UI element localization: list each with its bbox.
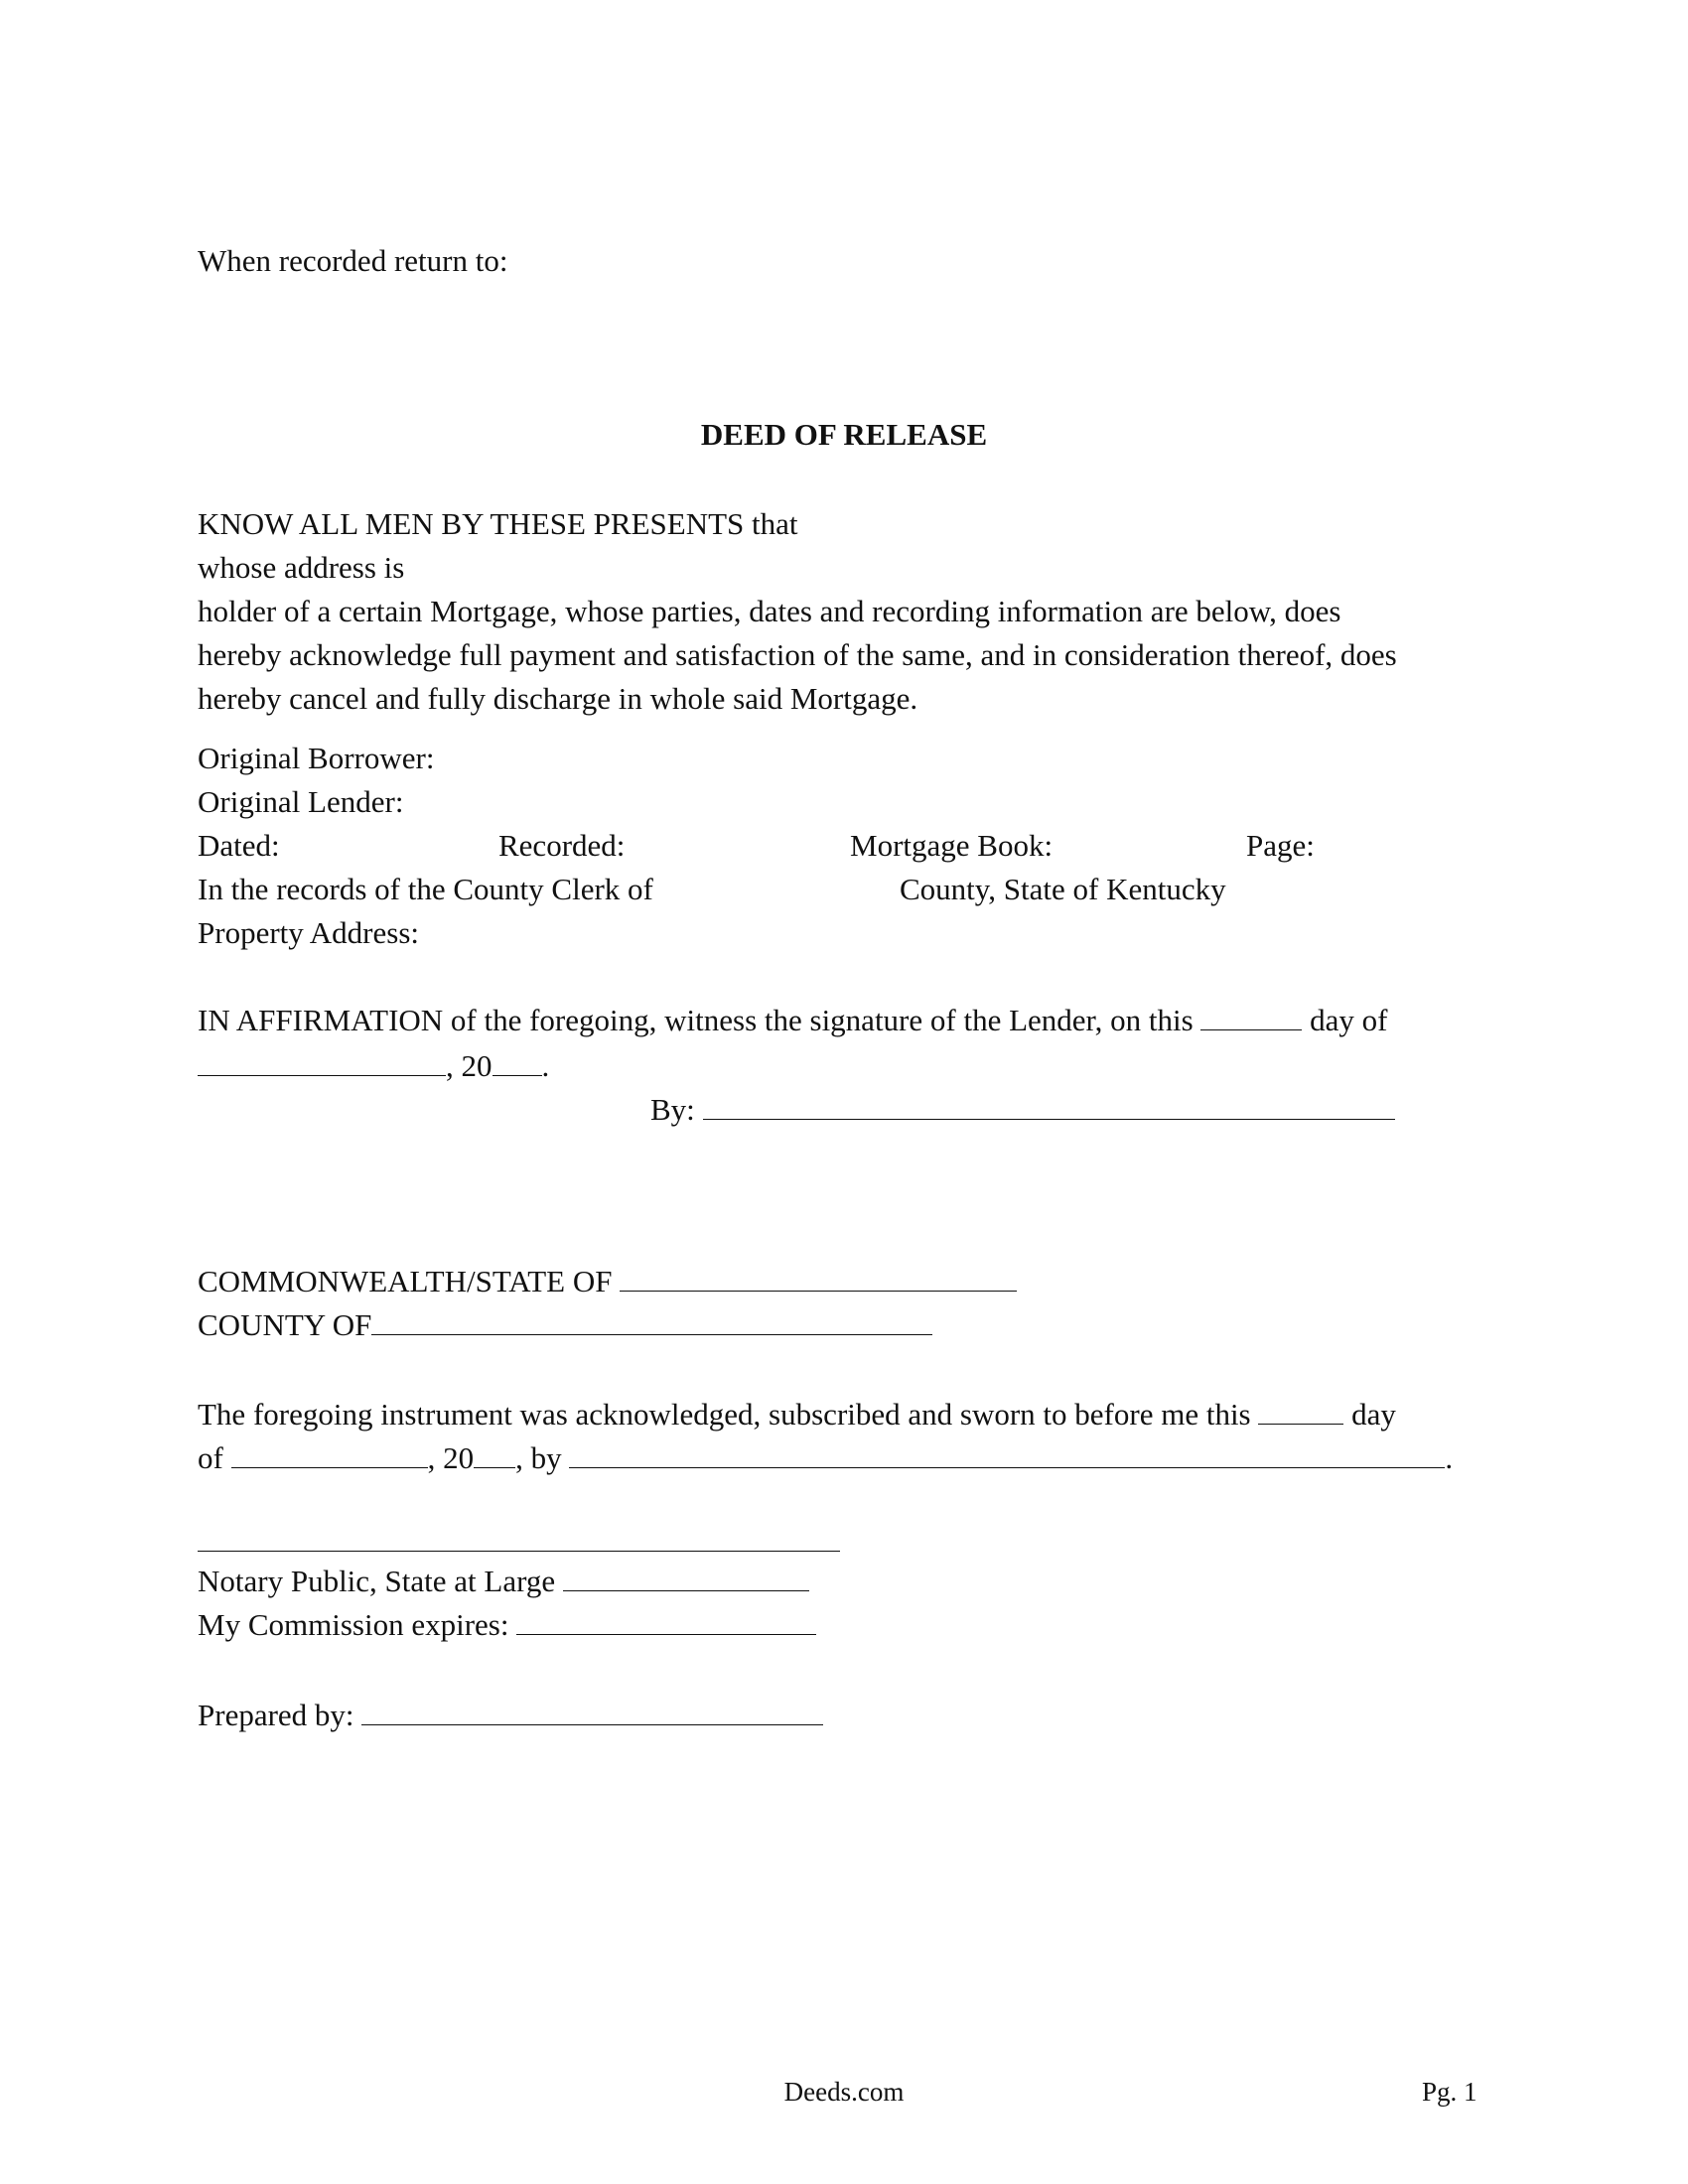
acknowledgment-day: day bbox=[1351, 1397, 1396, 1432]
footer-page-number: Pg. 1 bbox=[1422, 2077, 1477, 2107]
state-field[interactable] bbox=[620, 1290, 1017, 1292]
intro-line-1: KNOW ALL MEN BY THESE PRESENTS that bbox=[198, 506, 798, 541]
affirmation-line-1 bbox=[198, 1005, 1388, 1035]
county-label: COUNTY OF bbox=[198, 1307, 372, 1342]
prepared-by-field[interactable] bbox=[361, 1723, 823, 1725]
original-lender-label: Original Lender: bbox=[198, 784, 404, 819]
affirmation-period: . bbox=[541, 1048, 550, 1083]
acknowledgment-year-field[interactable] bbox=[474, 1466, 515, 1468]
acknowledgment-by: , by bbox=[515, 1440, 562, 1475]
document-title: DEED OF RELEASE bbox=[700, 417, 988, 452]
notary-public-label: Notary Public, State at Large bbox=[198, 1564, 556, 1598]
acknowledgment-text: The foregoing instrument was acknowledged, subscribed and sworn to before me this bbox=[198, 1397, 1251, 1432]
commission-label: My Commission expires: bbox=[198, 1607, 509, 1642]
by-label: By: bbox=[650, 1092, 695, 1127]
county-field[interactable] bbox=[371, 1333, 932, 1335]
original-borrower-label: Original Borrower: bbox=[198, 741, 435, 775]
intro-line-3: holder of a certain Mortgage, whose parties, dates and recording information are below, does bbox=[198, 594, 1341, 628]
county-state-label: County, State of Kentucky bbox=[900, 872, 1226, 906]
affirmation-month-field[interactable] bbox=[198, 1074, 446, 1076]
county-line bbox=[198, 1309, 932, 1340]
acknowledgment-period: . bbox=[1445, 1440, 1454, 1475]
acknowledgment-line-1 bbox=[198, 1399, 1396, 1430]
acknowledgment-of: of bbox=[198, 1440, 223, 1475]
acknowledgment-day-field[interactable] bbox=[1258, 1423, 1343, 1425]
notary-public-line bbox=[198, 1566, 809, 1596]
acknowledgment-month-field[interactable] bbox=[231, 1466, 428, 1468]
commission-expires-field[interactable] bbox=[516, 1633, 816, 1635]
property-address-label: Property Address: bbox=[198, 915, 420, 950]
page-label: Page: bbox=[1246, 828, 1315, 863]
dated-label: Dated: bbox=[198, 828, 280, 863]
state-line bbox=[198, 1266, 1017, 1297]
by-signature-line bbox=[650, 1094, 1395, 1125]
affirmation-line-2 bbox=[198, 1050, 549, 1081]
acknowledgment-year-prefix: , 20 bbox=[427, 1440, 475, 1475]
intro-line-5: hereby cancel and fully discharge in whole said Mortgage. bbox=[198, 681, 918, 716]
intro-line-2: whose address is bbox=[198, 550, 405, 585]
acknowledgment-name-field[interactable] bbox=[569, 1466, 1445, 1468]
intro-line-4: hereby acknowledge full payment and satisfaction of the same, and in consideration thereof, does bbox=[198, 637, 1397, 672]
return-to-label: When recorded return to: bbox=[198, 243, 508, 278]
prepared-by-line bbox=[198, 1700, 823, 1730]
affirmation-day-of: day of bbox=[1310, 1003, 1388, 1037]
mortgage-book-label: Mortgage Book: bbox=[850, 828, 1054, 863]
acknowledgment-line-2 bbox=[198, 1442, 1453, 1473]
affirmation-year-field[interactable] bbox=[492, 1074, 542, 1076]
notary-signature-line[interactable] bbox=[198, 1551, 840, 1552]
affirmation-day-field[interactable] bbox=[1200, 1028, 1302, 1030]
lender-signature-field[interactable] bbox=[703, 1118, 1395, 1120]
state-label: COMMONWEALTH/STATE OF bbox=[198, 1264, 613, 1298]
affirmation-text: IN AFFIRMATION of the foregoing, witness the signature of the Lender, on this bbox=[198, 1003, 1194, 1037]
prepared-by-label: Prepared by: bbox=[198, 1698, 354, 1732]
footer-site: Deeds.com bbox=[783, 2077, 905, 2107]
records-clerk-label: In the records of the County Clerk of bbox=[198, 872, 653, 906]
notary-state-field[interactable] bbox=[563, 1589, 809, 1591]
affirmation-year-prefix: , 20 bbox=[446, 1048, 492, 1083]
commission-line bbox=[198, 1609, 816, 1640]
recorded-label: Recorded: bbox=[498, 828, 626, 863]
